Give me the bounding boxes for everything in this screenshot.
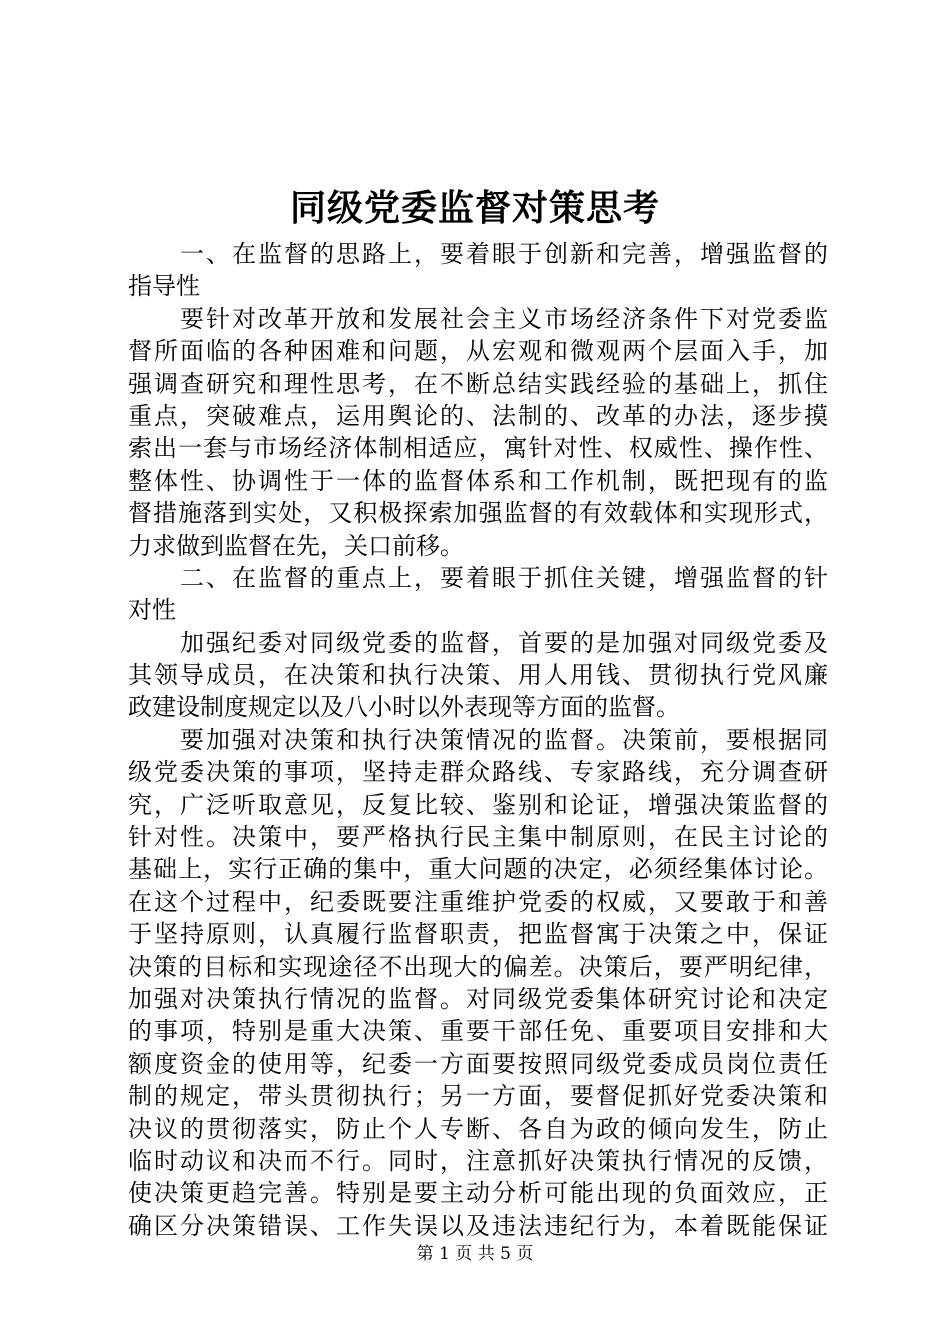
document-title: 同级党委监督对策思考 — [289, 187, 660, 229]
body-line: 在这个过程中，纪委既要注重维护党委的权威，又要敢于和善 — [128, 887, 828, 916]
body-line: 决议的贯彻落实，防止个人专断、各自为政的倾向发生，防止 — [128, 1114, 828, 1143]
body-line: 整体性、协调性于一体的监督体系和工作机制，既把现有的监 — [128, 466, 828, 495]
body-line: 索出一套与市场经济体制相适应，寓针对性、权威性、操作性、 — [128, 434, 828, 463]
body-line: 重点，突破难点，运用舆论的、法制的、改革的办法，逐步摸 — [128, 401, 828, 430]
body-line: 基础上，实行正确的集中，重大问题的决定，必须经集体讨论。 — [128, 855, 828, 884]
body-line: 使决策更趋完善。特别是要主动分析可能出现的负面效应，正 — [128, 1179, 828, 1208]
body-line: 二、在监督的重点上，要着眼于抓住关键，增强监督的针 — [180, 563, 828, 592]
body-line: 指导性 — [128, 272, 200, 301]
body-line: 强调查研究和理性思考，在不断总结实践经验的基础上，抓住 — [128, 369, 828, 398]
body-line: 级党委决策的事项，坚持走群众路线、专家路线，充分调查研 — [128, 758, 828, 787]
body-line: 确区分决策错误、工作失误以及违法违纪行为，本着既能保证 — [128, 1211, 828, 1240]
body-line: 究，广泛听取意见，反复比较、鉴别和论证，增强决策监督的 — [128, 790, 828, 819]
body-line: 力求做到监督在先，关口前移。 — [128, 531, 464, 560]
body-line: 的事项，特别是重大决策、重要干部任免、重要项目安排和大 — [128, 1017, 828, 1046]
body-line: 决策的目标和实现途径不出现大的偏差。决策后，要严明纪律， — [128, 952, 828, 981]
document-body — [128, 238, 828, 1242]
body-line: 一、在监督的思路上，要着眼于创新和完善，增强监督的 — [180, 240, 828, 268]
body-line: 要针对改革开放和发展社会主义市场经济条件下对党委监 — [180, 304, 828, 333]
body-line: 要加强对决策和执行决策情况的监督。决策前，要根据同 — [180, 725, 828, 754]
page-number-footer: 第 1 页 共 5 页 — [416, 1244, 534, 1264]
body-line: 对性 — [128, 596, 176, 625]
body-line: 额度资金的使用等，纪委一方面要按照同级党委成员岗位责任 — [128, 1049, 828, 1078]
body-line: 于坚持原则，认真履行监督职责，把监督寓于决策之中，保证 — [128, 920, 828, 949]
body-line: 督所面临的各种困难和问题，从宏观和微观两个层面入手，加 — [128, 337, 828, 366]
body-line: 针对性。决策中，要严格执行民主集中制原则，在民主讨论的 — [128, 823, 828, 852]
body-line: 加强纪委对同级党委的监督，首要的是加强对同级党委及 — [180, 628, 828, 657]
body-line: 临时动议和决而不行。同时，注意抓好决策执行情况的反馈， — [128, 1146, 828, 1175]
body-line: 制的规定，带头贯彻执行；另一方面，要督促抓好党委决策和 — [128, 1082, 828, 1111]
body-line: 政建设制度规定以及八小时以外表现等方面的监督。 — [128, 693, 680, 722]
body-line: 督措施落到实处，又积极探索加强监督的有效载体和实现形式， — [128, 499, 828, 528]
body-line: 其领导成员，在决策和执行决策、用人用钱、贯彻执行党风廉 — [128, 661, 828, 690]
body-line: 加强对决策执行情况的监督。对同级党委集体研究讨论和决定 — [128, 984, 828, 1013]
